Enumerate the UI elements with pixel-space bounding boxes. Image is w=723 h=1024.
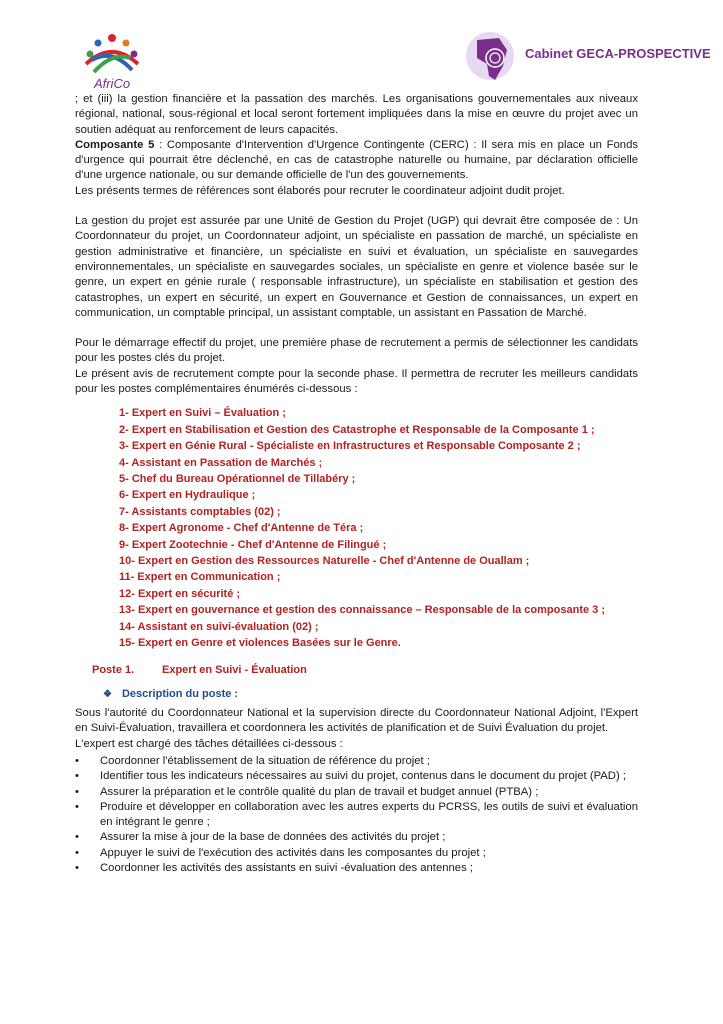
list-item: 7- Assistants comptables (02) ; (119, 505, 281, 518)
poste-title: Expert en Suivi - Évaluation (162, 664, 307, 677)
bullet-icon: • (75, 770, 79, 783)
list-item: 10- Expert en Gestion des Ressources Naturelle - Chef d'Antenne de Ouallam ; (119, 555, 530, 567)
description-heading (75, 687, 638, 702)
ugp-paragraph: La gestion du projet est assurée par une Unité de Gestion du Projet (UGP) qui devrait être composée de : Un Coordonnateur du projet, un Coordonnateur adjoint, un spécialiste en passation de marché, un spécialiste en gestion administrative et financière, un spécialiste en suivi et évaluation, un spécialiste en sauvegardes environnementales, un spécialiste en sauvegardes sociales, un spécialiste en genre et violence basée sur le genre, un expert en génie rurale ( responsable infrastructure), un spécialiste en stabilisation et gestion des catastrophes, un expert en sécurité, un expert en Gouvernance et Gestion de connaissances, un expert en communication, un comptable principal, un assistant comptable, un assistant en Passation de Marché. (75, 215, 638, 319)
africo-logo (72, 30, 152, 92)
list-item: • Appuyer le suivi de l'exécution des activités dans les composantes du projet ; (75, 846, 638, 861)
description-paragraph: Sous l'autorité du Coordonnateur National et la supervision directe du Coordonnateur National Adjoint, l'Expert en Suivi-Évaluation, travaillera et coordonnera les activités de planification et de Suivi Évaluation du projet. (75, 707, 638, 735)
bullet-icon: • (75, 754, 79, 767)
list-item: • Coordonner l'établissement de la situation de référence du projet ; (75, 754, 638, 769)
composante-label: Composante 5 (75, 138, 155, 151)
bullet-icon: • (75, 800, 79, 813)
list-item: • Assurer la mise à jour de la base de données des activités du projet ; (75, 830, 638, 845)
list-item: 2- Expert en Stabilisation et Gestion des Catastrophe et Responsable de la Composante 1 ; (119, 423, 595, 436)
description-heading-text: Description du poste : (121, 687, 239, 700)
bullet-icon: • (75, 862, 79, 874)
list-item: 8- Expert Agronome - Chef d'Antenne de Téra ; (119, 522, 364, 535)
expert-positions-list (75, 405, 638, 651)
diamond-bullet-icon: ❖ (103, 688, 112, 700)
brand-name: Cabinet GECA-PROSPECTIVE (525, 46, 711, 61)
list-item: 3- Expert en Génie Rural - Spécialiste en Infrastructures et Responsable Composante 2 ; (119, 440, 581, 453)
svg-text:AfriCo: AfriCo (93, 76, 131, 91)
list-item: • Produire et développer en collaboration avec les autres experts du PCRSS, les outils de suivi et évaluation en intégrant le genre ; (75, 800, 638, 829)
intro-paragraph: ; et (iii) la gestion financière et la passation des marchés. Les organisations gouvernementales aux niveaux régional, national, sous-régional et local seront fortement impliquées dans la mise en œuvre du projet avec un soutien adéquat au renforcement de leurs capacités. (75, 93, 638, 136)
composante-text: : Composante d'Intervention d'Urgence Contingente (CERC) : Il sera mis en place un Fonds d'urgence qui pourrait être déclenché, en cas de catastrophe naturelle ou humaine, par déclaration officielle d'une urgence nationale, ou sur demande officielle de l'un des gouvernements. (75, 138, 638, 182)
geca-prospective-logo (455, 28, 711, 90)
list-item: • Assurer la préparation et le contrôle qualité du plan de travail et budget annuel (PTBA) ; (75, 785, 638, 800)
poste-number: Poste 1. (92, 664, 135, 677)
list-item: 14- Assistant en suivi-évaluation (02) ; (119, 620, 319, 633)
bullet-icon: • (75, 846, 79, 859)
list-item: 5- Chef du Bureau Opérationnel de Tillabéry ; (119, 472, 356, 485)
terms-paragraph: Les présents termes de références sont élaborés pour recruter le coordinateur adjoint dudit projet. (75, 184, 565, 197)
list-item: 4- Assistant en Passation de Marchés ; (119, 456, 323, 469)
tasks-list (75, 754, 638, 876)
list-item: 1- Expert en Suivi – Évaluation ; (119, 407, 286, 420)
list-item: • Identifier tous les indicateurs nécessaires au suivi du projet, contenus dans le document du projet (PAD) ; (75, 769, 638, 784)
list-item: 13- Expert en gouvernance et gestion des connaissance – Responsable de la composante 3 ; (119, 604, 605, 617)
list-item: 12- Expert en sécurité ; (119, 587, 241, 600)
list-item: 15- Expert en Genre et violences Basées sur le Genre. (119, 637, 401, 650)
poste-heading (75, 663, 638, 678)
list-item: 9- Expert Zootechnie - Chef d'Antenne de Filingué ; (119, 538, 387, 551)
list-item: 11- Expert en Communication ; (119, 571, 281, 584)
list-item: • Coordonner les activités des assistants en suivi -évaluation des antennes ; (75, 861, 638, 876)
first-phase-paragraph: Pour le démarrage effectif du projet, une première phase de recrutement a permis de sélectionner les candidats pour les postes clés du projet. (75, 337, 638, 365)
document-body (75, 92, 638, 876)
tasks-intro: L'expert est chargé des tâches détaillées ci-dessous : (75, 737, 343, 750)
composante-paragraph (75, 138, 638, 184)
bullet-icon: • (75, 785, 79, 798)
list-item: 6- Expert en Hydraulique ; (119, 489, 256, 502)
second-phase-paragraph: Le présent avis de recrutement compte pour la seconde phase. Il permettra de recruter les meilleurs candidats pour les postes complémentaires énumérés ci-dessous : (75, 367, 638, 396)
bullet-icon: • (75, 831, 79, 844)
